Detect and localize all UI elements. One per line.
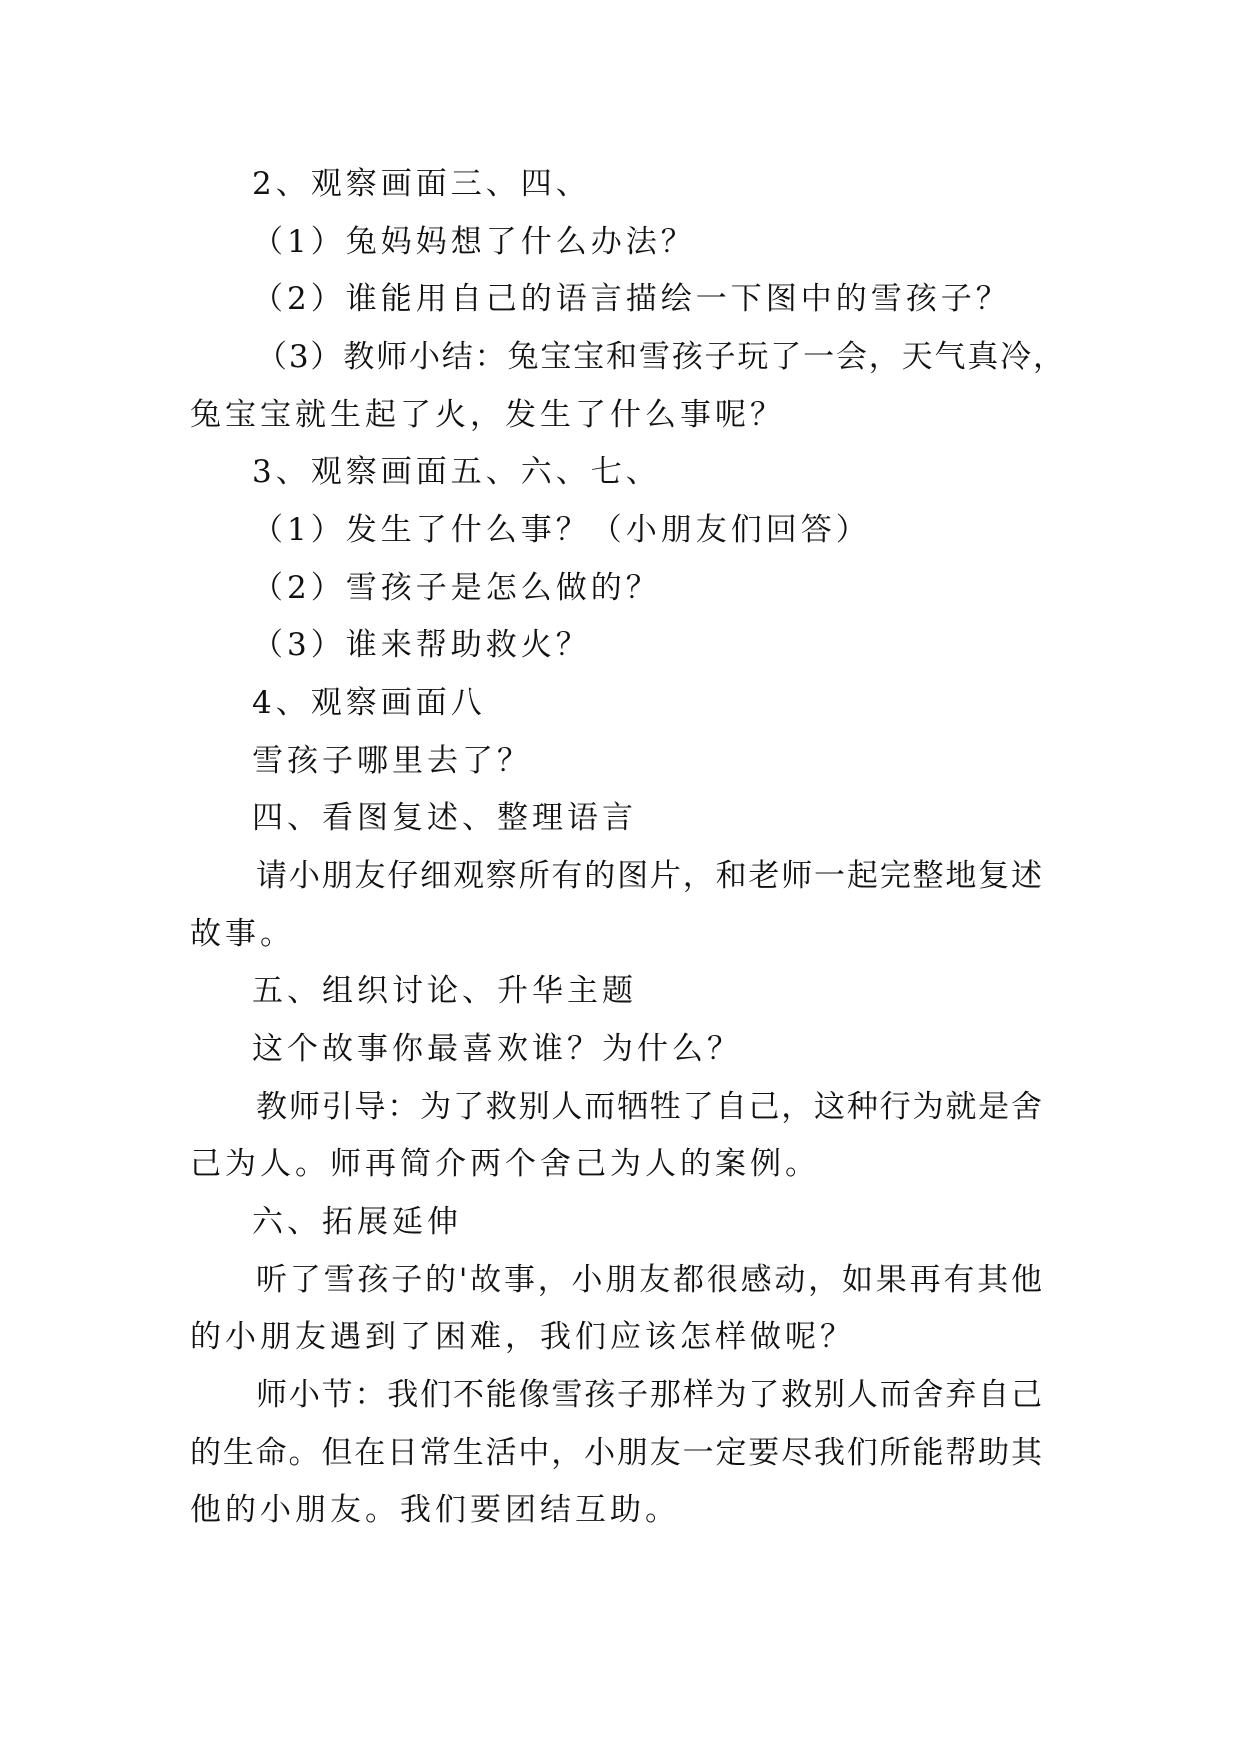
section-heading: 3、观察画面五、六、七、 <box>252 454 661 490</box>
section-heading: 六、拓展延伸 <box>252 1204 462 1240</box>
paragraph-line: 师小节：我们不能像雪孩子那样为了救别人而舍弃自己 <box>256 1377 1042 1413</box>
section-heading: 4、观察画面八 <box>252 685 486 721</box>
question-item: （1）发生了什么事？（小朋友们回答） <box>252 512 871 548</box>
question-item: （2）雪孩子是怎么做的？ <box>252 570 661 606</box>
paragraph-line: 雪孩子哪里去了？ <box>252 743 532 779</box>
paragraph-line: 故事。 <box>190 916 295 952</box>
paragraph-line: 教师引导：为了救别人而牺牲了自己，这种行为就是舍 <box>256 1089 1042 1125</box>
paragraph-line: 请小朋友仔细观察所有的图片，和老师一起完整地复述 <box>256 858 1042 894</box>
section-heading: 2、观察画面三、四、 <box>252 166 591 202</box>
paragraph-line: 他的小朋友。我们要团结互助。 <box>190 1492 680 1528</box>
paragraph-line: 己为人。师再简介两个舍己为人的案例。 <box>190 1146 820 1182</box>
section-heading: 四、看图复述、整理语言 <box>252 800 637 836</box>
question-item: （1）兔妈妈想了什么办法？ <box>252 224 696 260</box>
question-item: （3）谁来帮助救火？ <box>252 627 591 663</box>
paragraph-line: 的生命。但在日常生活中，小朋友一定要尽我们所能帮助其 <box>190 1435 1042 1471</box>
paragraph-line: 听了雪孩子的'故事，小朋友都很感动，如果再有其他 <box>256 1262 1042 1298</box>
paragraph-line: 这个故事你最喜欢谁？为什么？ <box>252 1031 742 1067</box>
paragraph-line: 的小朋友遇到了困难，我们应该怎样做呢？ <box>190 1319 855 1355</box>
paragraph-line: 兔宝宝就生起了火，发生了什么事呢？ <box>190 397 785 433</box>
section-heading: 五、组织讨论、升华主题 <box>252 973 637 1009</box>
paragraph-line: （3）教师小结：兔宝宝和雪孩子玩了一会，天气真冷， <box>256 339 1064 375</box>
question-item: （2）谁能用自己的语言描绘一下图中的雪孩子？ <box>252 281 1011 317</box>
